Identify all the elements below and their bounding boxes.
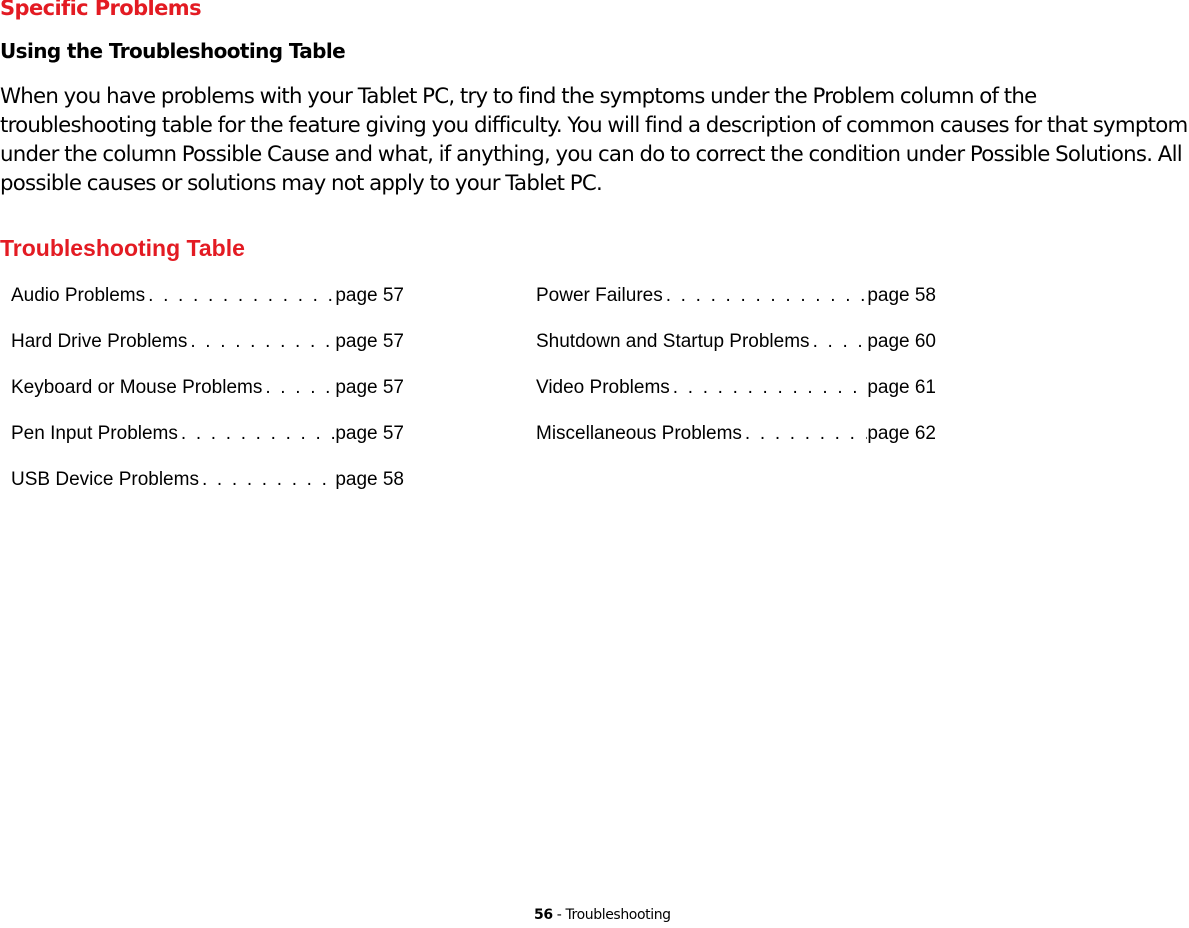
toc-entry-label: Pen Input Problems [11,423,178,444]
toc-page-ref: page 57 [335,331,404,352]
footer-section-name: Troubleshooting [565,907,671,923]
toc-entry-pen-input[interactable] [11,422,404,468]
leader-dots [262,376,335,400]
toc-entry-hard-drive[interactable] [11,330,404,376]
toc-entry-shutdown-startup[interactable] [536,330,936,376]
footer-page-number: 56 [534,907,553,923]
leader-dots [187,330,335,354]
leader-dots [145,284,335,308]
subsection-heading: Using the Troubleshooting Table [0,39,346,63]
toc-entry-miscellaneous[interactable] [536,422,936,468]
toc-entry-power-failures[interactable] [536,284,936,330]
toc-page-ref: page 57 [335,377,404,398]
leader-dots [670,376,868,400]
toc-entry-keyboard-mouse[interactable] [11,376,404,422]
troubleshooting-table-heading: Troubleshooting Table [0,235,245,261]
leader-dots [742,422,867,446]
toc-page-ref: page 60 [867,331,936,352]
toc-page-ref: page 61 [867,377,936,398]
toc-entry-label: Keyboard or Mouse Problems [11,377,263,398]
toc-entry-usb-device[interactable] [11,468,404,514]
toc-left-column [11,284,404,514]
toc-entry-video[interactable] [536,376,936,422]
leader-dots [810,330,868,354]
page-footer [534,907,671,923]
leader-dots [199,468,335,492]
toc-entry-label: Shutdown and Startup Problems [536,331,810,352]
toc-entry-label: Video Problems [536,377,670,398]
leader-dots [178,422,335,446]
toc-entry-label: Audio Problems [11,285,146,306]
toc-page-ref: page 58 [867,285,936,306]
toc-page-ref: page 57 [335,285,404,306]
toc-page-ref: page 62 [867,423,936,444]
toc-entry-label: USB Device Problems [11,469,199,490]
section-heading: Specific Problems [0,0,201,20]
intro-paragraph: When you have problems with your Tablet PC, try to find the symptoms under the Problem column of the troubleshooting table for the feature giving you difficulty. You will find a description of common causes for that symptom under the column Possible Cause and what, if anything, you can do to correct the condition under Possible Solutions. All possible causes or solutions may not apply to your Tablet PC. [0,84,1188,196]
leader-dots [663,284,868,308]
toc-entry-audio[interactable] [11,284,404,330]
footer-separator: - [552,907,566,923]
toc-page-ref: page 58 [335,469,404,490]
toc-entry-label: Power Failures [536,285,663,306]
toc-page-ref: page 57 [335,423,404,444]
toc-right-column [536,284,936,468]
toc-entry-label: Hard Drive Problems [11,331,188,352]
toc-entry-label: Miscellaneous Problems [536,423,742,444]
